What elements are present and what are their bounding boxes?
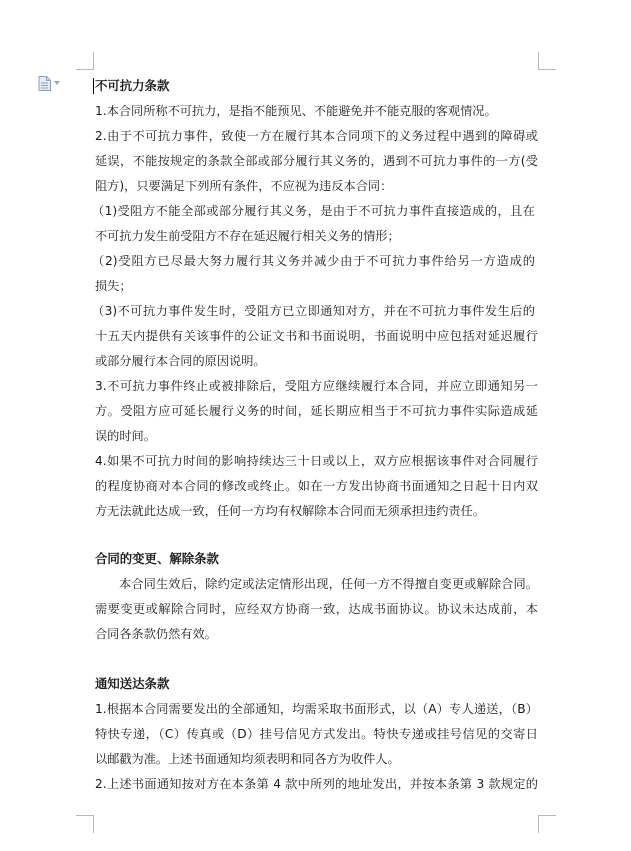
crop-mark-bottom-right <box>538 815 556 833</box>
paragraph-line: 误的时间。 <box>95 429 156 443</box>
document-options-button[interactable] <box>38 75 64 91</box>
section-heading-force-majeure: 不可抗力条款 <box>95 78 170 93</box>
paragraph-line: 方。受阻方应可延长履行义务的时间，延长期应相当于不可抗力事件实际造成延 <box>95 404 538 418</box>
paragraph-line: 1.本合同所称不可抗力，是指不能预见、不能避免并不能克服的客观情况。 <box>95 104 497 118</box>
paragraph-line: 2.上述书面通知按对方在本条第 4 款中所列的地址发出，并按本条第 3 款规定的 <box>95 777 538 791</box>
paragraph-line: （3)不可抗力事件发生时，受阻方已立即通知对方，并在不可抗力事件发生后的 <box>92 304 535 318</box>
paragraph-line: 4.如果不可抗力时间的影响持续达三十日或以上，双方应根据该事件对合同履行 <box>95 454 538 468</box>
crop-mark-top-right <box>538 52 556 70</box>
crop-mark-top-left <box>76 52 94 70</box>
paragraph-line: （1)受阻方不能全部或部分履行其义务，是由于不可抗力事件直接造成的，且在 <box>92 204 535 218</box>
paragraph-line: 1.根据本合同需要发出的全部通知，均需采取书面形式，以（A）专人递送，（B） <box>95 702 538 716</box>
paragraph-line: 本合同生效后，除约定或法定情形出现，任何一方不得擅自变更或解除合同。 <box>119 577 538 591</box>
paragraph-line: 特快专递，（C）传真或（D）挂号信见方式发出。特快专递或挂号信见的交寄日 <box>95 727 538 741</box>
paragraph-line: 或部分履行本合同的原因说明。 <box>95 354 266 368</box>
paragraph-line: （2)受阻方已尽最大努力履行其义务并减少由于不可抗力事件给另一方造成的 <box>92 254 535 268</box>
chevron-down-icon <box>54 81 60 85</box>
paragraph-line: 损失； <box>95 279 132 293</box>
paragraph-line: 十五天内提供有关该事件的公证文书和书面说明，书面说明中应包括对延迟履行 <box>95 329 538 343</box>
paragraph-line: 以邮戳为准。上述书面通知均须表明和同各方为收件人。 <box>95 752 400 766</box>
paragraph-line: 的程度协商对本合同的修改或终止。如在一方发出协商书面通知之日起十日内双 <box>95 479 538 493</box>
paragraph-line: 合同各条款仍然有效。 <box>95 627 217 641</box>
document-icon <box>38 76 51 91</box>
paragraph-line: 3.不可抗力事件终止或被排除后，受阻方应继续履行本合同，并应立即通知另一 <box>95 379 538 393</box>
paragraph-line: 需要变更或解除合同时，应经双方协商一致，达成书面协议。协议未达成前，本 <box>95 602 538 616</box>
section-heading-notice: 通知送达条款 <box>95 676 170 691</box>
paragraph-line: 阻方)，只要满足下列所有条件，不应视为违反本合同： <box>95 179 393 193</box>
paragraph-line: 2.由于不可抗力事件，致使一方在履行其本合同项下的义务过程中遇到的障碍或 <box>95 129 538 143</box>
paragraph-line: 不可抗力发生前受阻方不存在延迟履行相关义务的情形； <box>95 229 400 243</box>
text-cursor <box>93 78 94 94</box>
paragraph-line: 方无法就此达成一致，任何一方均有权解除本合同而无须承担违约责任。 <box>95 504 485 518</box>
crop-mark-bottom-left <box>76 815 94 833</box>
section-heading-contract-change: 合同的变更、解除条款 <box>95 551 219 566</box>
paragraph-line: 延误，不能按规定的条款全部或部分履行其义务的，遇到不可抗力事件的一方(受 <box>95 154 538 168</box>
